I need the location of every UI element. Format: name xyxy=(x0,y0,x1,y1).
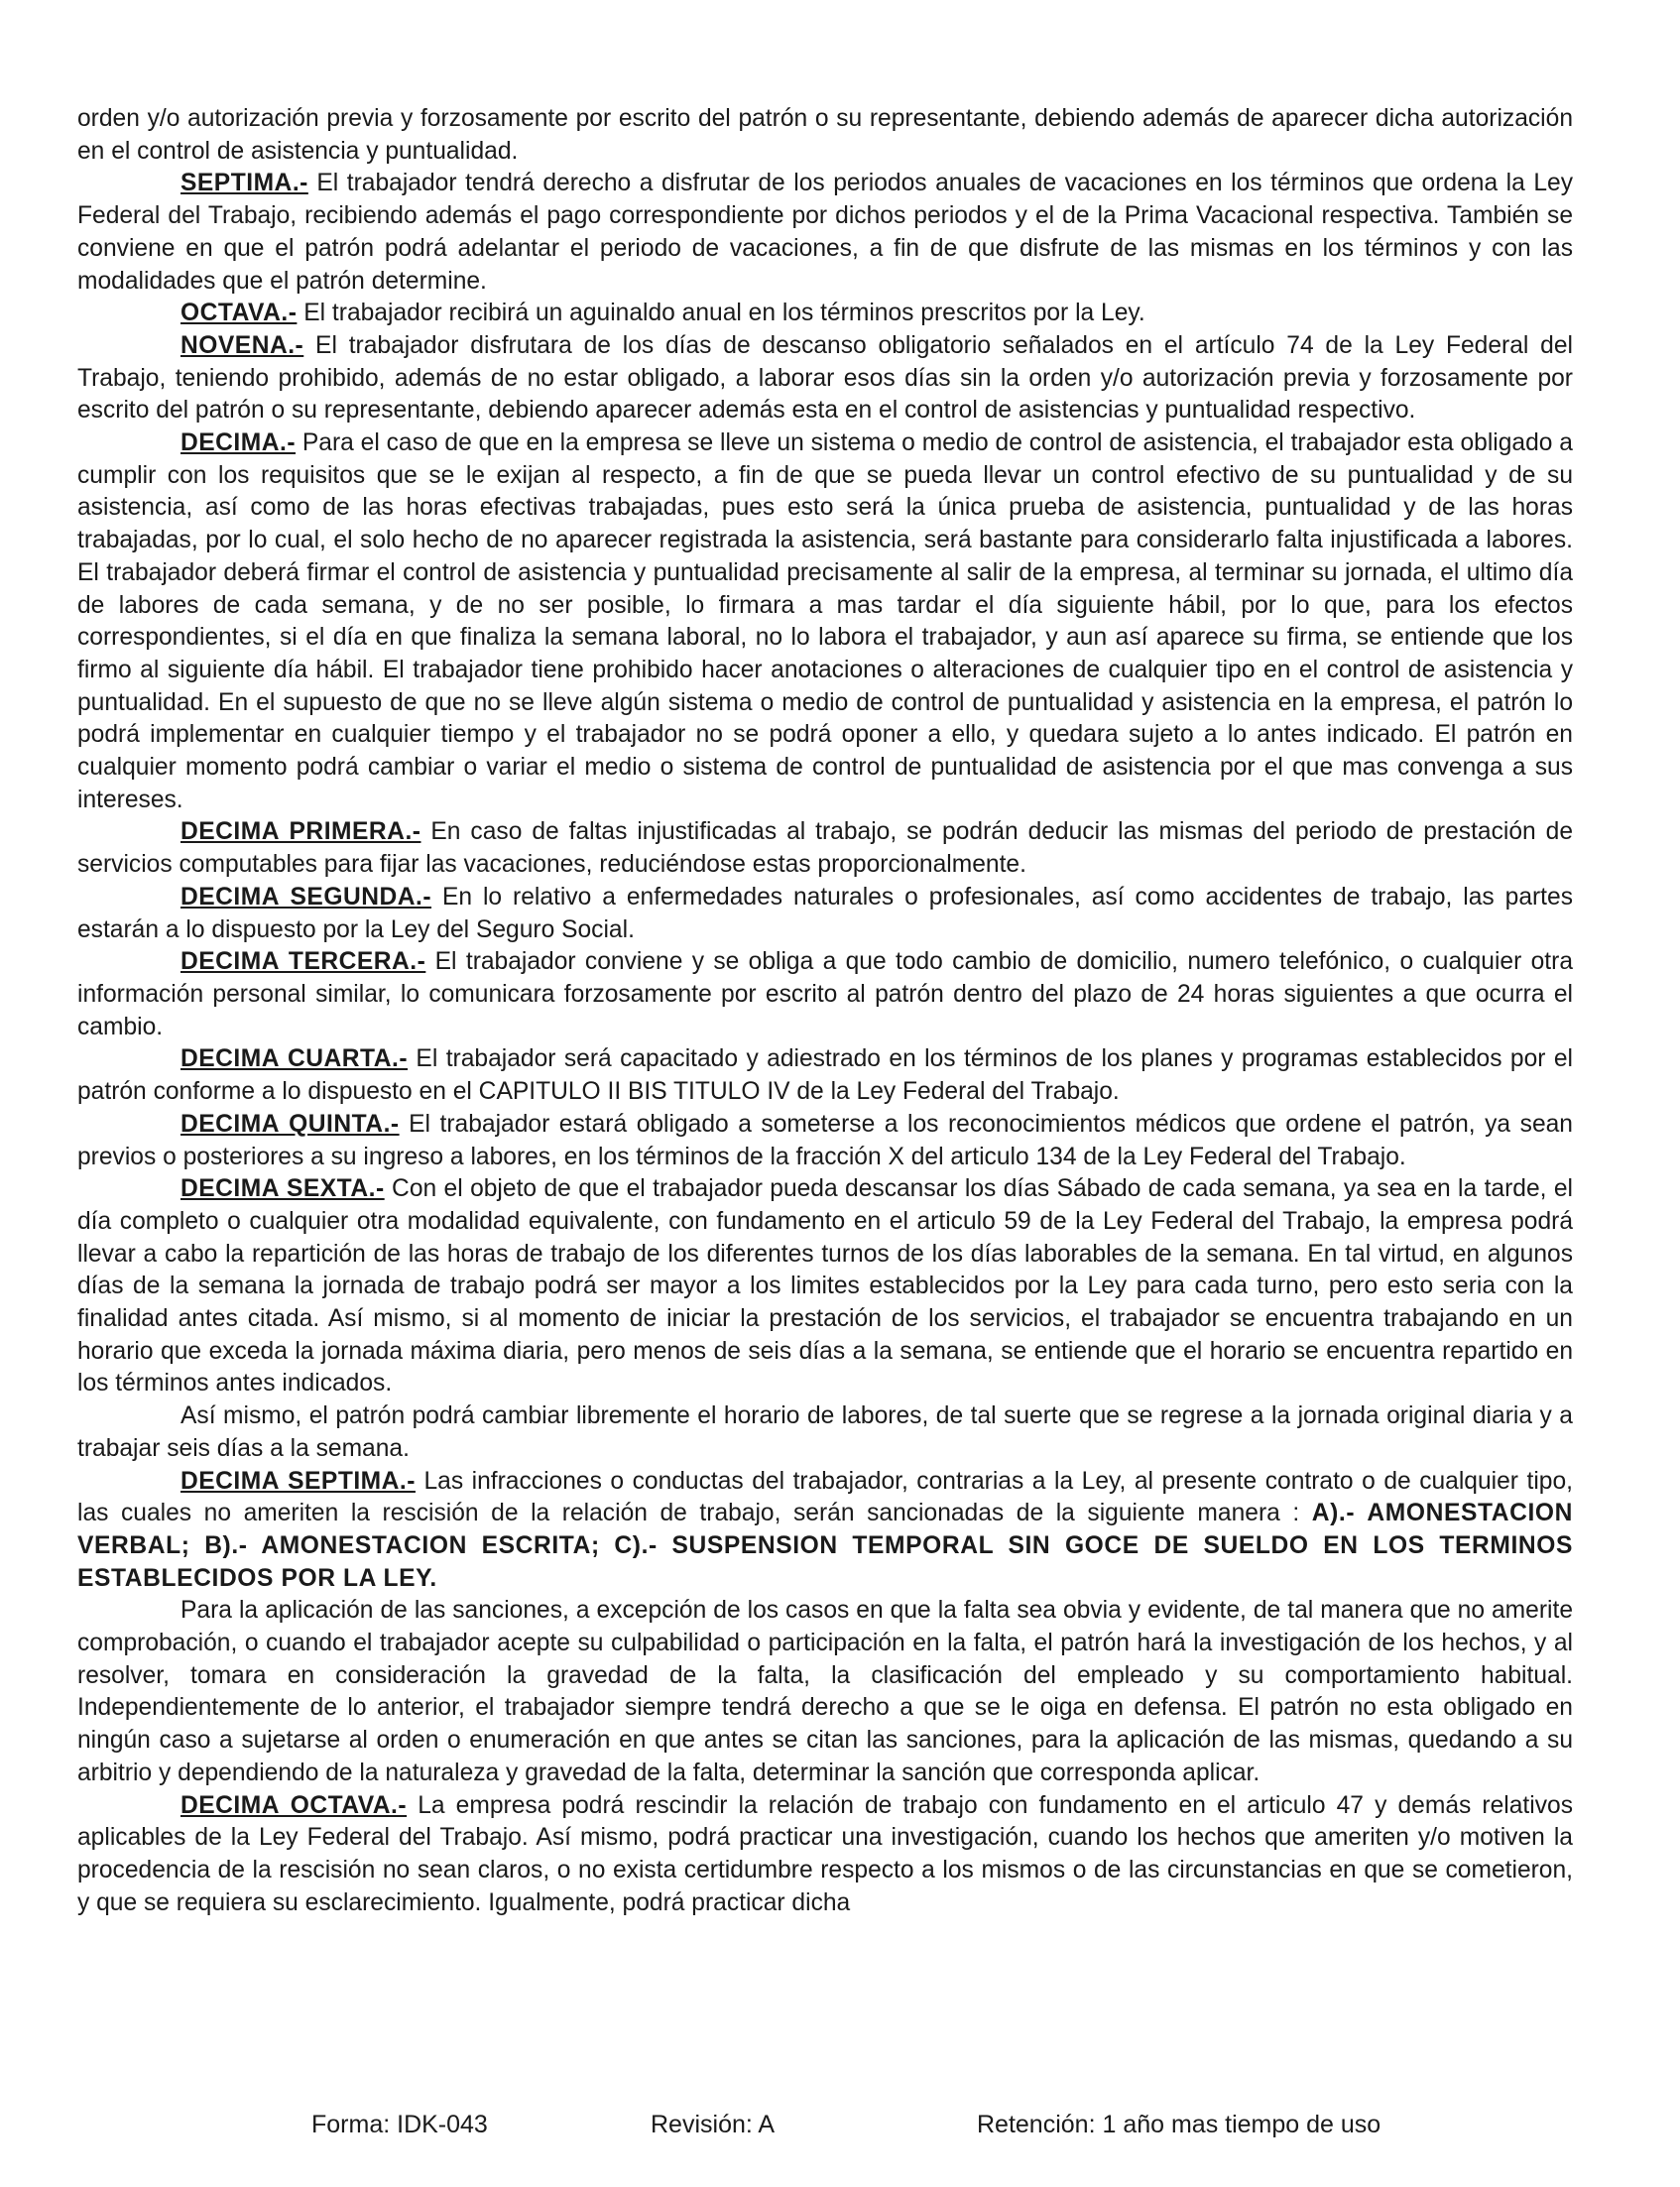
clause-text: En caso de faltas injustificadas al trabajo, se podrán deducir las mismas del periodo de prestación de servicios computables para fijar las vacaciones, reduciéndose estas proporcionalmente. xyxy=(77,818,1573,879)
clause-text: El trabajador estará obligado a someterse a los reconocimientos médicos que ordene el patrón, ya sean previos o posteriores a su ingreso a labores, en los términos de la fracción X del articulo 134 de la Ley Federal del Trabajo. xyxy=(77,1110,1573,1170)
clause-decima xyxy=(77,427,1573,816)
clause-septima xyxy=(77,168,1573,298)
clause-decima-primera xyxy=(77,816,1573,881)
clause-text: El trabajador disfrutara de los días de descanso obligatorio señalados en el artículo 74 de la Ley Federal del Trabajo, teniendo prohibido, además de no estar obligado, a laborar esos días sin la orden y/o autorización previa y forzosamente por escrito del patrón o su representante, debiendo aparecer además esta en el control de asistencias y puntualidad respectivo. xyxy=(77,331,1573,425)
clause-heading: DECIMA.- xyxy=(180,429,297,457)
form-code: Forma: IDK-043 xyxy=(311,2111,488,2138)
revision-label: Revisión: A xyxy=(651,2111,776,2138)
clause-heading: SEPTIMA.- xyxy=(180,170,308,197)
paragraph-horario: Así mismo, el patrón podrá cambiar libremente el horario de labores, de tal suerte que se regrese a la jornada original diaria y a trabajar seis días a la semana. xyxy=(77,1402,1573,1462)
document-body xyxy=(77,103,1573,1919)
clause-text: El trabajador recibirá un aguinaldo anual en los términos prescritos por la Ley. xyxy=(297,300,1145,327)
clause-text: Las infracciones o conductas del trabajador, contrarias a la Ley, al presente contrato o de cualquier tipo, las cuales no ameriten la rescisión de la relación de trabajo, serán sancionadas de la siguiente manera : xyxy=(77,1467,1573,1527)
clause-heading: DECIMA SEXTA.- xyxy=(180,1175,385,1203)
clause-decima-septima xyxy=(77,1466,1573,1596)
clause-heading: DECIMA OCTAVA.- xyxy=(180,1791,408,1819)
clause-decima-octava xyxy=(77,1790,1573,1920)
clause-heading: DECIMA PRIMERA.- xyxy=(180,818,421,846)
clause-text: En lo relativo a enfermedades naturales o profesionales, así como accidentes de trabajo, las partes estarán a lo dispuesto por la Ley del Seguro Social. xyxy=(77,883,1573,943)
clause-decima-segunda xyxy=(77,882,1573,946)
clause-text: Para el caso de que en la empresa se lleve un sistema o medio de control de asistencia, el trabajador esta obligado a cumplir con los requisitos que se le exijan al respecto, a fin de que se pueda llevar un control efectivo de su puntualidad y de su asistencia, así como de las horas efectivas trabajadas, pues esto será la única prueba de asistencia, puntualidad y de las horas trabajadas, por lo cual, el solo hecho de no aparecer registrada la asistencia, será bastante para considerarlo falta injustificada a labores. El trabajador deberá firmar el control de asistencia y puntualidad precisamente al salir de la empresa, al terminar su jornada, el ultimo día de labores de cada semana, y de no ser posible, lo firmara a mas tardar el día siguiente hábil, por lo que, para los efectos correspondientes, si el día en que finaliza la semana laboral, no lo labora el trabajador, y aun así aparece su firma, se entiende que los firmo al siguiente día hábil. El trabajador tiene prohibido hacer anotaciones o alteraciones de cualquier tipo en el control de asistencia y puntualidad. En el supuesto de que no se lleve algún sistema o medio de control de puntualidad y asistencia en la empresa, el patrón lo podrá implementar en cualquier tiempo y el trabajador no se podrá oponer a ello, y quedara sujeto a lo antes indicado. El patrón en cualquier momento podrá cambiar o variar el medio o sistema de control de puntualidad de asistencia por el que mas convenga a sus intereses. xyxy=(77,429,1573,813)
clause-text: El trabajador será capacitado y adiestrado en los términos de los planes y programas establecidos por el patrón conforme a lo dispuesto en el CAPITULO II BIS TITULO IV de la Ley Federal del Trabajo. xyxy=(77,1045,1574,1106)
clause-octava xyxy=(77,298,1573,330)
clause-heading: DECIMA QUINTA.- xyxy=(180,1110,400,1138)
clause-decima-cuarta xyxy=(77,1043,1573,1108)
clause-decima-tercera xyxy=(77,946,1573,1043)
paragraph-sanciones: Para la aplicación de las sanciones, a excepción de los casos en que la falta sea obvia y evidente, de tal manera que no amerite comprobación, o cuando el trabajador acepte su culpabilidad o participación en la falta, el patrón hará la investigación de los hechos, y al resolver, tomara en consideración la gravedad de la falta, la clasificación del empleado y su comportamiento habitual. Independientemente de lo anterior, el trabajador siempre tendrá derecho a que se le oiga en defensa. El patrón no esta obligado en ningún caso a sujetarse al orden o enumeración en que antes se citan las sanciones, para la aplicación de las mismas, quedando a su arbitrio y dependiendo de la naturaleza y gravedad de la falta, determinar la sanción que corresponda aplicar. xyxy=(77,1597,1573,1786)
clause-heading: OCTAVA.- xyxy=(180,300,298,327)
clause-heading: DECIMA CUARTA.- xyxy=(180,1045,409,1073)
sanctions-list: A).- AMONESTACION VERBAL; B).- AMONESTACION ESCRITA; C).- SUSPENSION TEMPORAL SIN GOCE DE SUELDO EN LOS TERMINOS ESTABLECIDOS POR LA LEY. xyxy=(77,1500,1573,1592)
retention-label: Retención: 1 año mas tiempo de uso xyxy=(977,2111,1381,2138)
clause-text: El trabajador conviene y se obliga a que todo cambio de domicilio, numero telefónico, o cualquier otra información personal similar, lo comunicara forzosamente por escrito al patrón dentro del plazo de 24 horas siguientes a que ocurra el cambio. xyxy=(77,948,1573,1040)
paragraph-continuation: orden y/o autorización previa y forzosamente por escrito del patrón o su representante, debiendo además de aparecer dicha autorización en el control de asistencia y puntualidad. xyxy=(77,105,1573,165)
clause-text: El trabajador tendrá derecho a disfrutar de los periodos anuales de vacaciones en los términos que ordena la Ley Federal del Trabajo, recibiendo además el pago correspondiente por dichos periodos y el de la Prima Vacacional respectiva. También se conviene en que el patrón podrá adelantar el periodo de vacaciones, a fin de que disfrute de las mismas en los términos y con las modalidades que el patrón determine. xyxy=(77,170,1573,295)
clause-decima-sexta xyxy=(77,1173,1573,1400)
clause-novena xyxy=(77,330,1573,427)
clause-heading: DECIMA TERCERA.- xyxy=(180,948,426,976)
clause-heading: DECIMA SEPTIMA.- xyxy=(180,1467,416,1495)
clause-text: Con el objeto de que el trabajador pueda descansar los días Sábado de cada semana, ya sea en la tarde, el día completo o cualquier otra modalidad equivalente, con fundamento en el articulo 59 de la Ley Federal del Trabajo, la empresa podrá llevar a cabo la repartición de las horas de trabajo de los diferentes turnos de los días laborables de la semana. En tal virtud, en algunos días de la semana la jornada de trabajo podrá ser mayor a los limites establecidos por la Ley para cada turno, pero esto seria con la finalidad antes citada. Así mismo, si al momento de iniciar la prestación de los servicios, el trabajador se encuentra trabajando en un horario que exceda la jornada máxima diaria, pero menos de seis días a la semana, se entiende que el horario se encuentra repartido en los términos antes indicados. xyxy=(77,1175,1573,1397)
clause-decima-quinta xyxy=(77,1109,1573,1173)
clause-heading: DECIMA SEGUNDA.- xyxy=(180,883,432,911)
clause-heading: NOVENA.- xyxy=(180,331,304,359)
clause-text: La empresa podrá rescindir la relación de trabajo con fundamento en el articulo 47 y demás relativos aplicables de la Ley Federal del Trabajo. Así mismo, podrá practicar una investigación, cuando los hechos que ameriten y/o motiven la procedencia de la rescisión no sean claros, o no exista certidumbre respecto a los mismos o de las circunstancias en que se cometieron, y que se requiera su esclarecimiento. Igualmente, podrá practicar dicha xyxy=(77,1791,1573,1916)
